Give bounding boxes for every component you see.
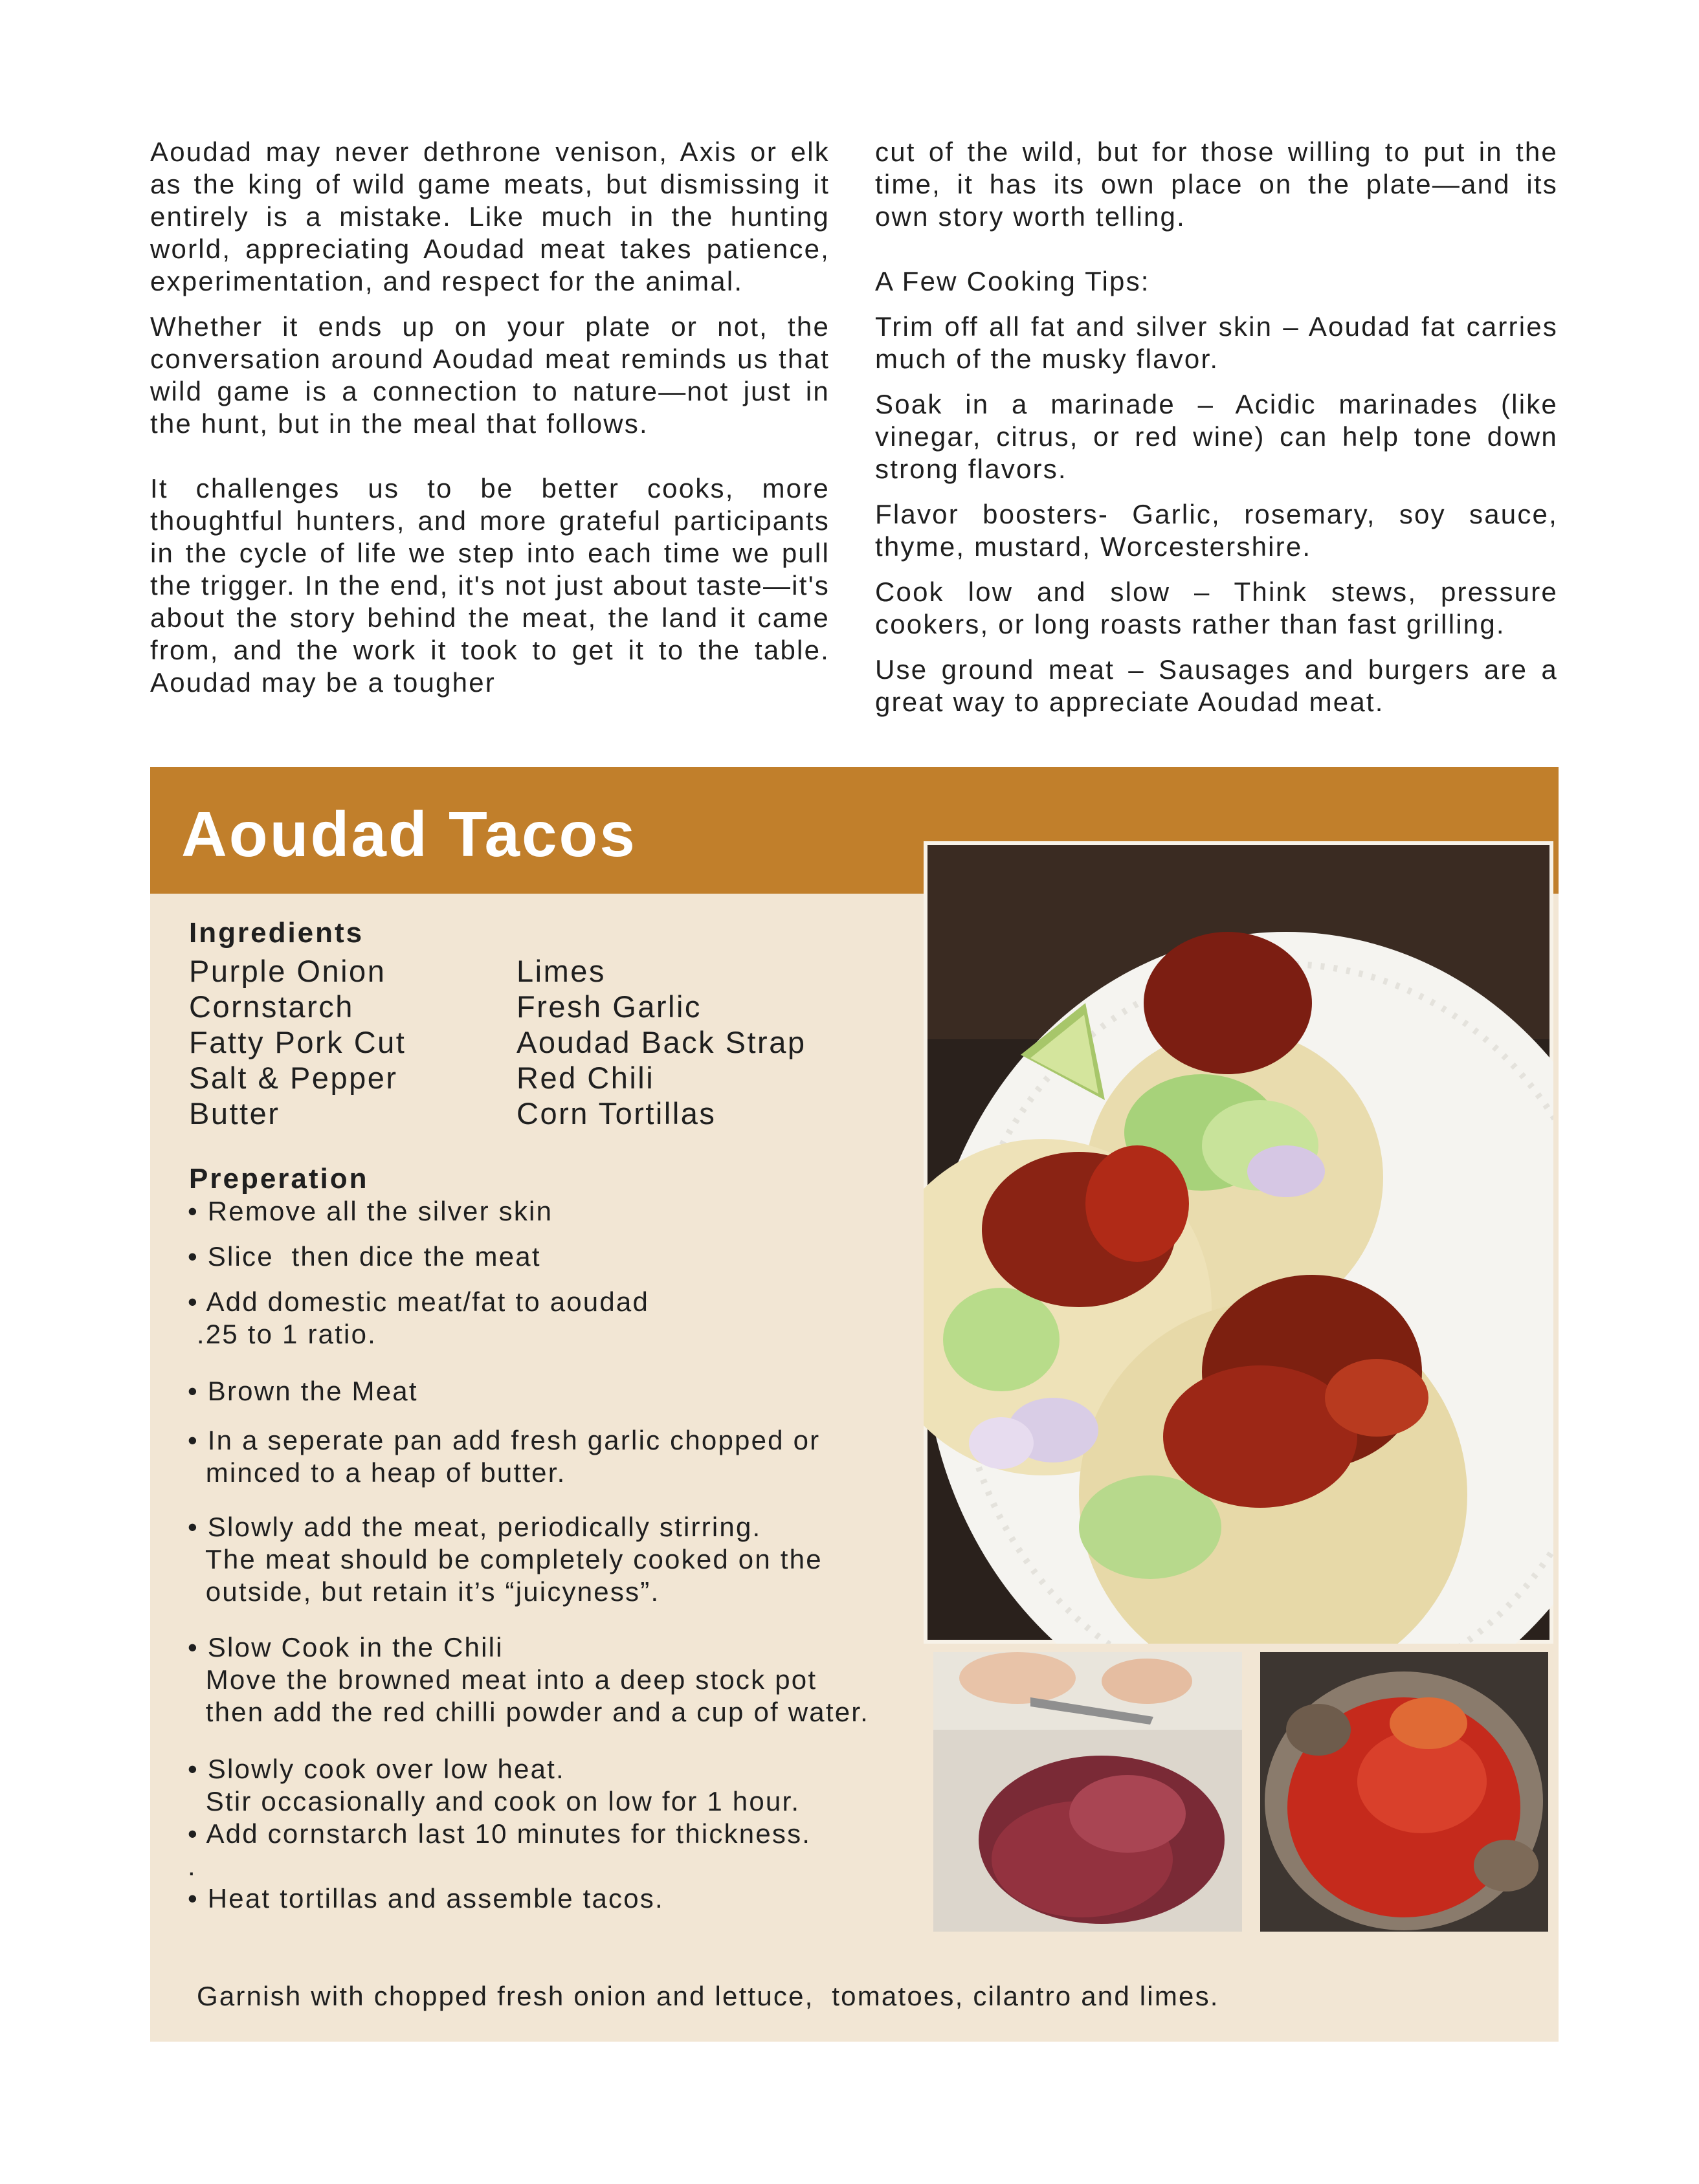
prep-step-4: • Brown the Meat <box>188 1376 418 1406</box>
ingredient-item: Butter <box>189 1096 280 1131</box>
slicing-meat-illustration <box>933 1652 1242 1932</box>
preparation-heading: Preperation <box>189 1163 369 1195</box>
ingredient-item: Limes <box>516 954 606 988</box>
prep-step-10: • Heat tortillas and assemble tacos. <box>188 1883 664 1914</box>
ingredients-list-left <box>189 953 406 1131</box>
tip-item-5: Use ground meat – Sausages and burgers are a great way to appreciate Aoudad meat. <box>875 654 1558 717</box>
prep-step-1: • Remove all the silver skin <box>188 1196 553 1226</box>
recipe-title: Aoudad Tacos <box>181 799 637 870</box>
intro-paragraph-2: Whether it ends up on your plate or not, the conversation around Aoudad meat reminds us that wild game is a connection to nature—not just in the hunt, but in the meal that follows. <box>150 311 830 439</box>
prep-step-9: • Add cornstarch last 10 minutes for thickness. . <box>188 1818 812 1881</box>
tip-item-1: Trim off all fat and silver skin – Aoudad fat carries much of the musky flavor. <box>875 311 1558 374</box>
chili-pot-photo <box>1260 1652 1548 1932</box>
prep-step-6: • Slowly add the meat, periodically stirring. The meat should be completely cooked on the outside, but retain it’s “juicyness”. <box>188 1512 823 1607</box>
intro-paragraph-1: Aoudad may never dethrone venison, Axis or elk as the king of wild game meats, but dismissing it entirely is a mistake. Like much in the hunting world, appreciating Aoudad meat takes patience, experimentation, and respect for the animal. <box>150 137 830 296</box>
ingredient-item: Fatty Pork Cut <box>189 1025 406 1059</box>
recipe-card <box>150 767 1559 2042</box>
prep-step-5: • In a seperate pan add fresh garlic chopped or minced to a heap of butter. <box>188 1425 821 1488</box>
prep-step-2: • Slice then dice the meat <box>188 1241 541 1272</box>
tips-heading: A Few Cooking Tips: <box>875 266 1150 296</box>
ingredient-item: Aoudad Back Strap <box>516 1025 806 1059</box>
intro-continuation: cut of the wild, but for those willing to put in the time, it has its own place on the plate—and its own story worth telling. <box>875 137 1558 232</box>
ingredient-item: Salt & Pepper <box>189 1061 398 1095</box>
ingredients-list-right <box>516 953 806 1131</box>
ingredient-item: Fresh Garlic <box>516 989 702 1024</box>
ingredient-item: Corn Tortillas <box>516 1096 716 1131</box>
tacos-photo <box>924 841 1553 1644</box>
prep-step-7: • Slow Cook in the Chili Move the browned meat into a deep stock pot then add the red chilli powder and a cup of water. <box>188 1632 870 1727</box>
tip-item-2: Soak in a marinade – Acidic marinades (like vinegar, citrus, or red wine) can help tone down strong flavors. <box>875 389 1558 484</box>
intro-paragraph-3: It challenges us to be better cooks, more thoughtful hunters, and more grateful participants in the cycle of life we step into each time we pull the trigger. In the end, it's not just about taste—it's about the story behind the meat, the land it came from, and the work it took to get it to the table. Aoudad may be a tougher <box>150 473 830 698</box>
ingredient-item: Red Chili <box>516 1061 655 1095</box>
ingredient-item: Cornstarch <box>189 989 354 1024</box>
garnish-note: Garnish with chopped fresh onion and lettuce, tomatoes, cilantro and limes. <box>197 1981 1219 2011</box>
article-column-right <box>875 136 1558 731</box>
prep-step-8: • Slowly cook over low heat. Stir occasionally and cook on low for 1 hour. <box>188 1754 801 1816</box>
ingredients-heading: Ingredients <box>189 917 364 949</box>
ingredient-item: Purple Onion <box>189 954 386 988</box>
tacos-photo-illustration <box>924 841 1553 1644</box>
tip-item-4: Cook low and slow – Think stews, pressure cookers, or long roasts rather than fast grilling. <box>875 577 1558 639</box>
prep-step-3: • Add domestic meat/fat to aoudad .25 to 1 ratio. <box>188 1286 650 1349</box>
chili-pot-illustration <box>1260 1652 1548 1932</box>
tip-item-3: Flavor boosters- Garlic, rosemary, soy sauce, thyme, mustard, Worcestershire. <box>875 499 1558 562</box>
slicing-meat-photo <box>933 1652 1242 1932</box>
article-column-left <box>150 136 830 712</box>
